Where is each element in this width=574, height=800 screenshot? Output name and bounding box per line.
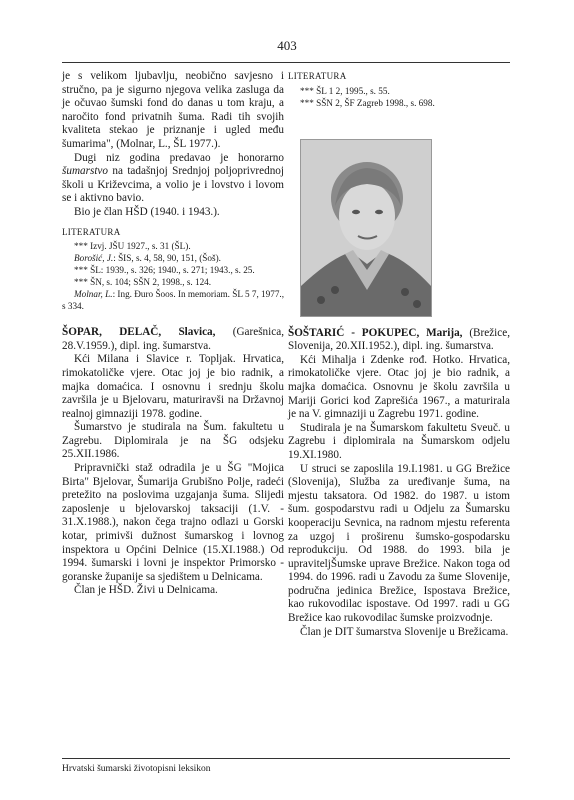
paragraph: Član je DIT šumarstva Slovenije u Brežicama. xyxy=(300,625,509,638)
literature-item: *** ŠN, s. 104; SŠN 2, 1998., s. 124. xyxy=(74,277,212,288)
emphasis: šumarstvo xyxy=(62,165,108,178)
literature-heading: LITERATURA xyxy=(62,226,121,237)
entry-name: ŠOŠTARIĆ - POKUPEC, Marija, xyxy=(288,326,463,339)
literature-item: *** ŠL 1 2, 1995., s. 55. xyxy=(300,85,390,96)
author: Molnar, L. xyxy=(74,289,113,300)
bottom-rule xyxy=(62,758,510,759)
text: Dugi niz godina predavao je honorarno xyxy=(74,151,284,164)
text: (Garešnica, 28.V.1959.), dipl. ing. šumarstva. xyxy=(62,326,284,352)
text: na tadašnjoj Srednjoj poljoprivrednoj školi u Križevcima, a volio je i lovstvo i lovom se i aktivno bavio. xyxy=(62,165,284,205)
paragraph: Pripravnički staž odradila je u ŠG "Mojica Birta" Bjelovar, Šumarija Grubišno Polje, radeći pretežito na poslovima uzgajanja šuma. Slijedi zaposlenje u bjelovarskoj taksaciji (1.V. - 31.X.1988.), nakon čega trajno odlazi u Gorski kotar, primivši dužnost šumarskog i lovnog inspektora u Općini Delnice (15.XI.1988.) Od 1994. šumarski i lovni je inspektor Primorsko - goranske županije sa sjedištem u Delnicama. xyxy=(62,462,284,583)
paragraph: Bio je član HŠD (1940. i 1943.). xyxy=(74,205,220,218)
entry-name: ŠOPAR, DELAČ, Slavica, xyxy=(62,326,216,339)
entry-heading xyxy=(288,327,510,354)
paragraph: Kći Milana i Slavice r. Topljak. Hrvatica, rimokatoličke vjere. Otac joj je bio radnik, a majka domaćica. I osnovnu i srednju školu završila je u Bjelovaru, maturiravši na Državnoj realnoj gimnaziji 1978. godine. xyxy=(62,353,284,420)
footer-title: Hrvatski šumarski životopisni leksikon xyxy=(62,764,211,774)
portrait-photo xyxy=(300,139,432,317)
paragraph: Član je HŠD. Živi u Delnicama. xyxy=(74,584,218,597)
top-rule xyxy=(62,62,510,63)
paragraph: U struci se zaposlila 19.I.1981. u GG Brežice (Slovenija), Služba za uređivanje šuma, na mjestu taksatora. Od 1982. do 1987. u istom šum. gospodarstvu radi u Odjelu za Šumarsku kooperaciju Sevnica, na radnom mjestu referenta za uzgoj i proširenu šumsko-gospodarsku reprodukciju. Od 1988. do 1993. bila je upraviteljŠumske uprave Brežice. Nakon toga od 1994. do 1996. radi u Zavodu za šume Slovenije, područna jedinica Brežice, Ispostava Brežice, kao rukovodilac ispostave. Od 1997. radi u GG Brežice kao rukovodilac šumske proizvodnje. xyxy=(288,462,510,625)
author: Borošić, J. xyxy=(74,253,114,264)
paragraph xyxy=(62,152,284,206)
paragraph: Šumarstvo je studirala na Šum. fakultetu u Zagrebu. Diplomirala je na ŠG odsjeku 25.XII.1986. xyxy=(62,421,284,461)
paragraph: Studirala je na Šumarskom fakultetu Sveuč. u Zagrebu i diplomirala na Šumarskom odjelu 19.XI.1980. xyxy=(288,421,510,461)
literature-item: *** ŠL: 1939., s. 326; 1940., s. 271; 1943., s. 25. xyxy=(74,265,255,276)
left-column xyxy=(62,70,284,598)
portrait-image xyxy=(301,140,431,316)
text: : ŠIS, s. 4, 58, 90, 151, (Šoš). xyxy=(113,253,221,264)
literature-item xyxy=(62,252,284,264)
paragraph: je s velikom ljubavlju, neobično savjesno i stručno, pa je sigurno njegova velika zasluga da je očuvao šumski fond do danas u tom kraju, a naročito fond privatnih šuma. Radi tih svojih kvaliteta stekao je priznanje i ugled među šumarima", (Molnar, L., ŠL 1977.). xyxy=(62,70,284,150)
literature-item: *** SŠN 2, ŠF Zagreb 1998., s. 698. xyxy=(300,97,435,108)
right-column xyxy=(288,70,510,639)
text: : Ing. Đuro Šoos. In memoriam. ŠL 5 7, 1977., s 334. xyxy=(62,289,285,312)
literature-heading: LITERATURA xyxy=(288,71,347,81)
literature-item: *** Izvj. JŠU 1927., s. 31 (ŠL). xyxy=(74,241,191,252)
entry-heading xyxy=(62,326,284,353)
page-number: 403 xyxy=(277,38,297,53)
paragraph: Kći Mihalja i Zdenke rođ. Hotko. Hrvatica, rimokatoličke vjere. Otac joj je bio radnik, a majka domaćica. Osnovnu je školu završila u Mariji Gorici kod Zaprešića 1967., a maturirala je na V. gimnaziji u Zagrebu 1971. godine. xyxy=(288,353,510,421)
literature-item xyxy=(62,288,284,312)
text: (Brežice, Slovenija, 20.XII.1952.), dipl. ing. šumarstva. xyxy=(288,326,510,353)
